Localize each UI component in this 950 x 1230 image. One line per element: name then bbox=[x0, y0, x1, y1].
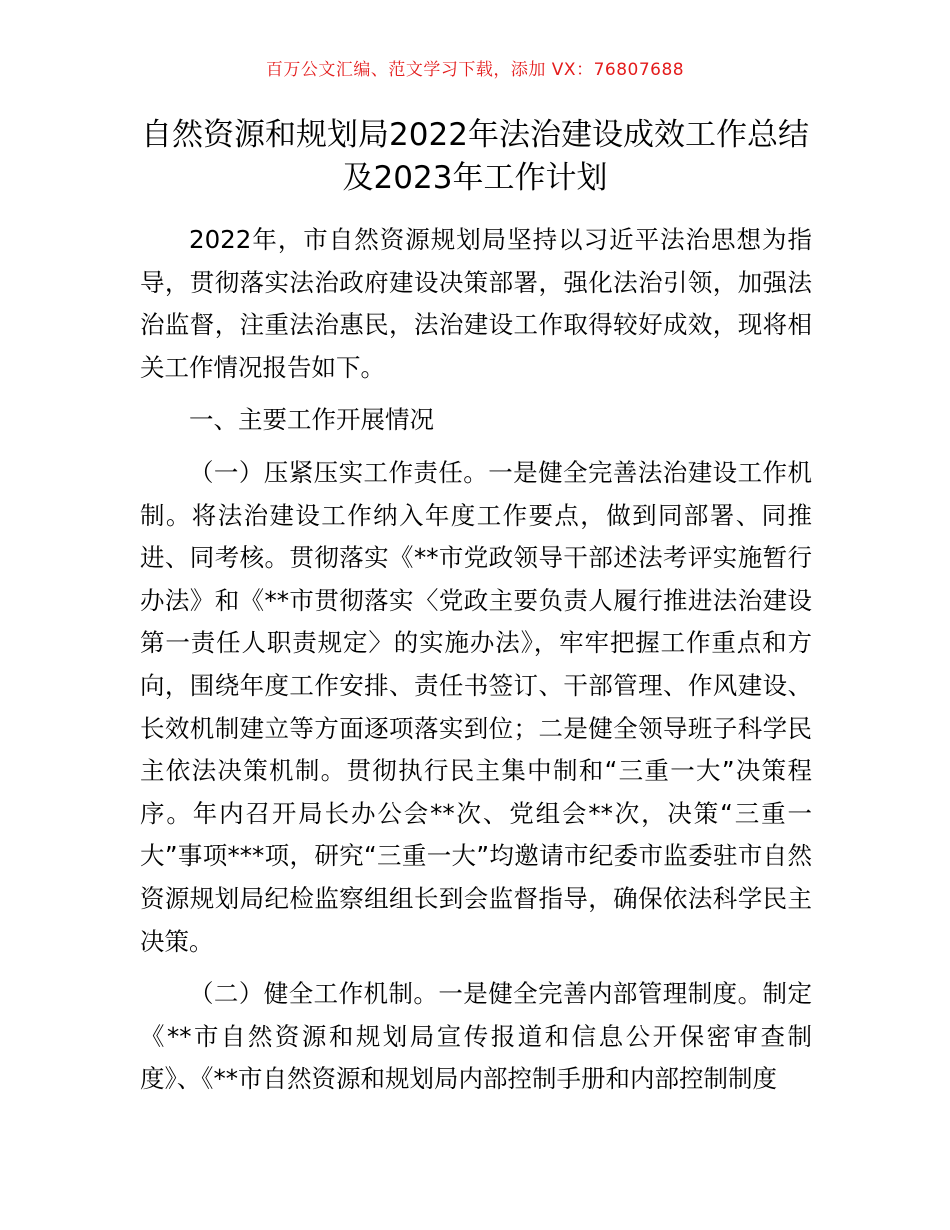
document-title: 自然资源和规划局2022年法治建设成效工作总结及2023年工作计划 bbox=[141, 117, 809, 196]
paragraph-responsibility: （一）压紧压实工作责任。一是健全完善法治建设工作机制。将法治建设工作纳入年度工作要点，做到同部署、同推进、同考核。贯彻落实《**市党政领导干部述法考评实施暂行办法》和《**市贯彻落实〈党政主要负责人履行推进法治建设第一责任人职责规定〉的实施办法》，牢牢把握工作重点和方向，围绕年度工作安排、责任书签订、干部管理、作风建设、长效机制建立等方面逐项落实到位；二是健全领导班子科学民主依法决策机制。贯彻执行民主集中制和“三重一大”决策程序。年内召开局长办公会**次、党组会**次，决策“三重一大”事项***项，研究“三重一大”均邀请市纪委市监委驻市自然资源规划局纪检监察组组长到会监督指导，确保依法科学民主决策。 bbox=[140, 457, 812, 956]
header-banner: 百万公文汇编、范文学习下载，添加 VX：76807688 bbox=[265, 60, 685, 80]
section-heading-main-work: 一、主要工作开展情况 bbox=[189, 405, 434, 435]
intro-paragraph: 2022年，市自然资源规划局坚持以习近平法治思想为指导，贯彻落实法治政府建设决策部署，强化法治引领，加强法治监督，注重法治惠民，法治建设工作取得较好成效，现将相关工作情况报告如下。 bbox=[140, 225, 812, 382]
document-body bbox=[140, 219, 812, 1101]
paragraph-work-mechanism: （二）健全工作机制。一是健全完善内部管理制度。制定《**市自然资源和规划局宣传报道和信息公开保密审查制度》、《**市自然资源和规划局内部控制手册和内部控制制度 bbox=[140, 979, 812, 1094]
